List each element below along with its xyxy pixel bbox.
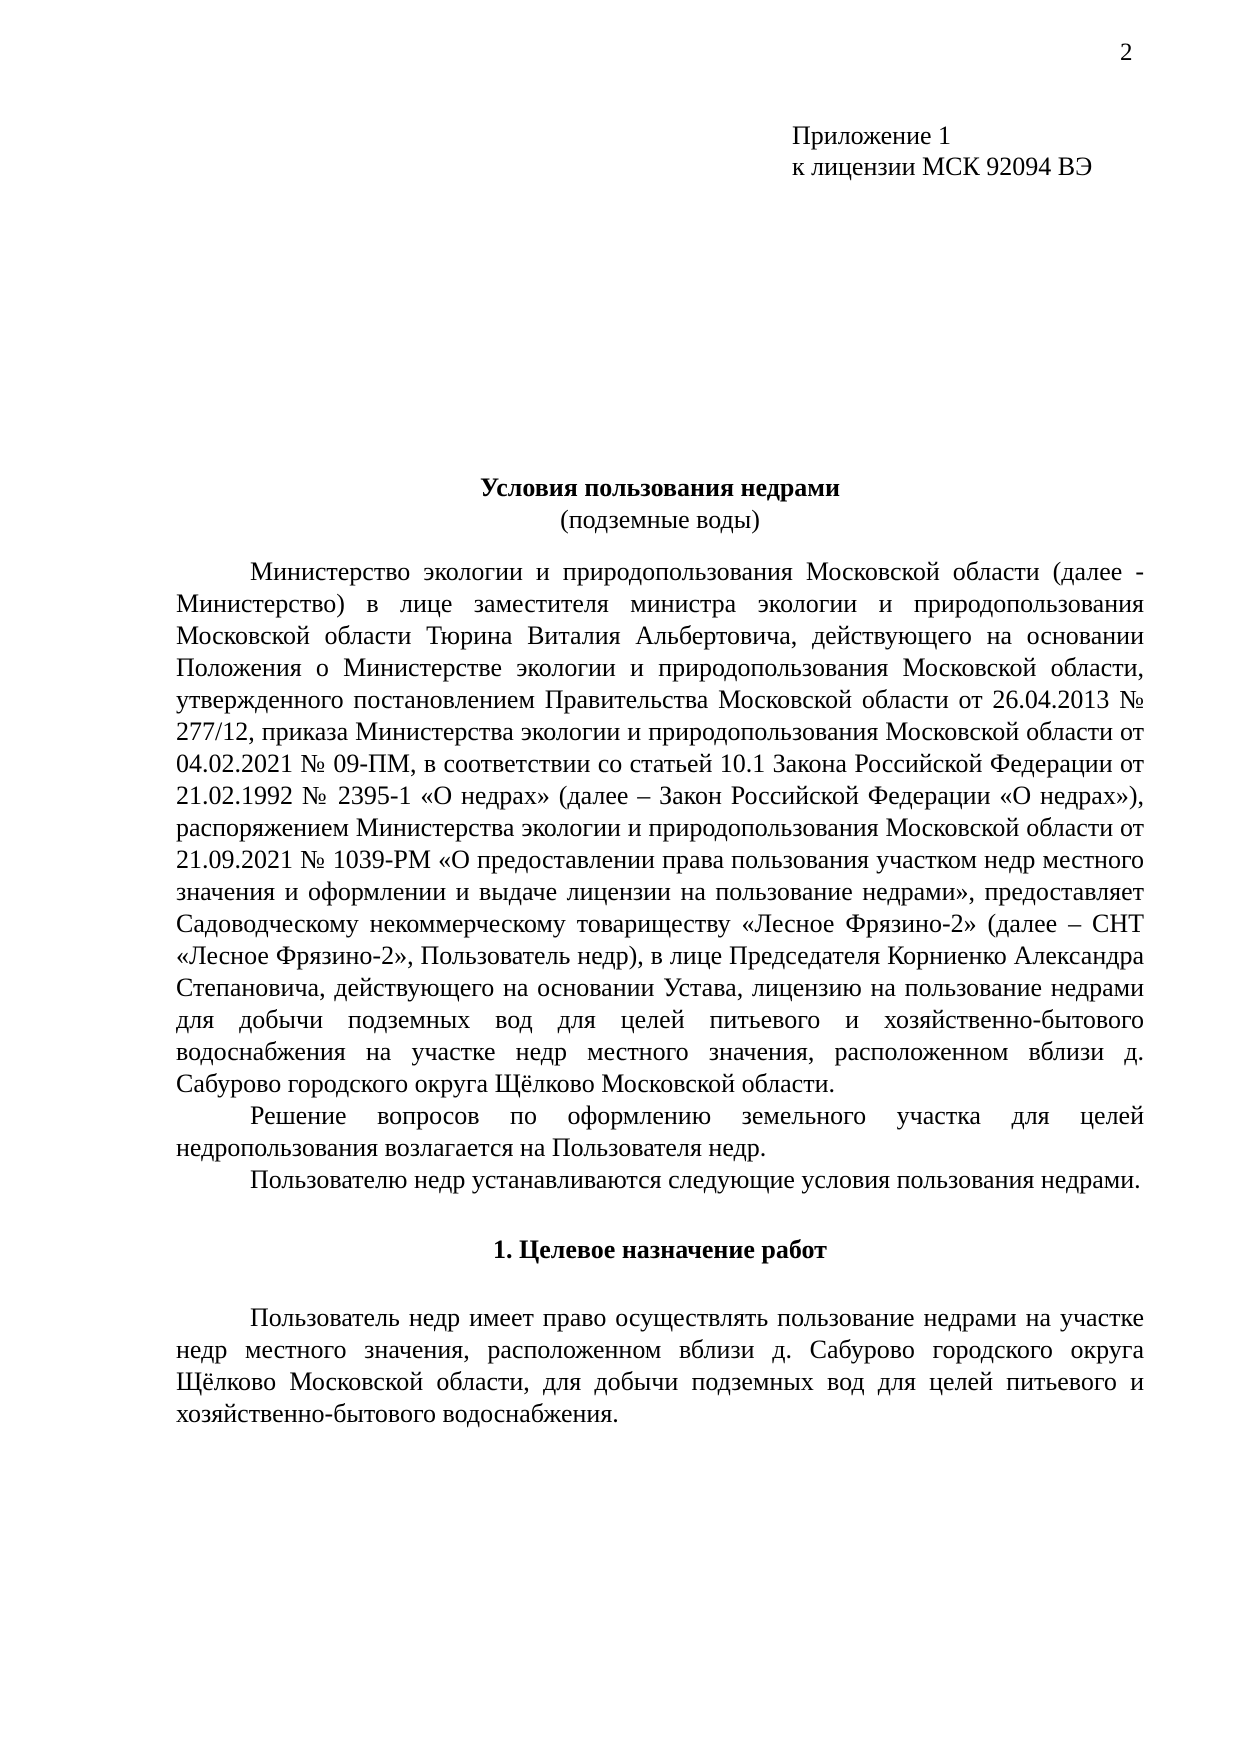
document-subtitle: (подземные воды)	[560, 505, 760, 534]
paragraph-land-plot: Решение вопросов по оформлению земельного участка для целей недропользования возлагается на Пользователя недр.	[176, 1101, 1144, 1162]
page-number: 2	[1120, 39, 1133, 66]
document-body	[176, 472, 1144, 1430]
paragraph-ministry-grant: Министерство экологии и природопользования Московской области (далее - Министерство) в лице заместителя министра экологии и природопользования Московской области Тюрина Виталия Альбертовича, действующего на основании Положения о Министерстве экологии и природопользования Московской области, утвержденного постановлением Правительства Московской области от 26.04.2013 № 277/12, приказа Министерства экологии и природопользования Московской области от 04.02.2021 № 09-ПМ, в соответствии со статьей 10.1 Закона Российской Федерации от 21.02.1992 № 2395-1 «О недрах» (далее – Закон Российской Федерации «О недрах»), распоряжением Министерства экологии и природопользования Московской области от 21.09.2021 № 1039-РМ «О предоставлении права пользования участком недр местного значения и оформлении и выдаче лицензии на пользование недрами», предоставляет Садоводческому некоммерческому товариществу «Лесное Фрязино-2» (далее – СНТ «Лесное Фрязино-2», Пользователь недр), в лице Председателя Корниенко Александра Степановича, действующего на основании Устава, лицензию на пользование недрами для добычи подземных вод для целей питьевого и хозяйственно-бытового водоснабжения на участке недр местного значения, расположенном вблизи д. Сабурово городского округа Щёлково Московской области.	[176, 557, 1144, 1098]
appendix-line-1: Приложение 1	[792, 121, 952, 150]
section-1-heading: 1. Целевое назначение работ	[493, 1235, 827, 1264]
paragraph-conditions-intro: Пользователю недр устанавливаются следующие условия пользования недрами.	[250, 1165, 1141, 1194]
section-1-paragraph: Пользователь недр имеет право осуществлять пользование недрами на участке недр местного значения, расположенном вблизи д. Сабурово городского округа Щёлково Московской области, для добычи подземных вод для целей питьевого и хозяйственно-бытового водоснабжения.	[176, 1303, 1144, 1428]
document-title: Условия пользования недрами	[479, 473, 840, 502]
appendix-reference	[792, 120, 1212, 182]
appendix-line-2: к лицензии МСК 92094 ВЭ	[792, 152, 1093, 181]
